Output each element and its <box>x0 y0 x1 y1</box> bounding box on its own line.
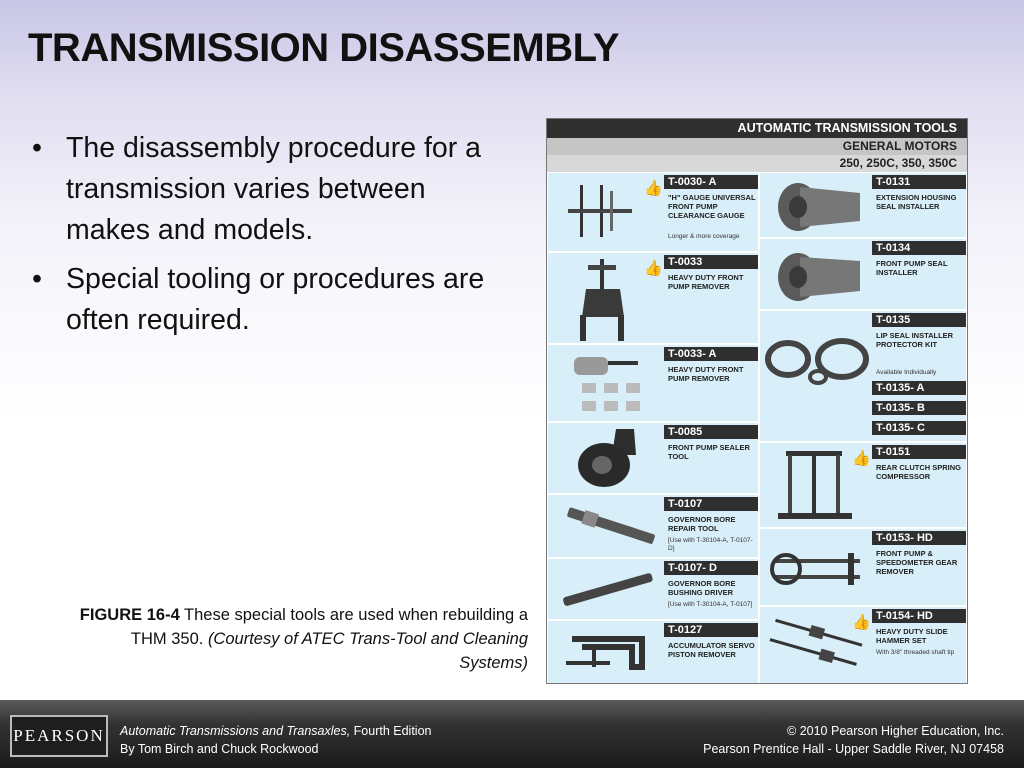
tool-sub-code: T-0135- B <box>872 401 966 415</box>
pump-remover-kit-icon <box>562 349 662 419</box>
tool-description: REAR CLUTCH SPRING COMPRESSOR <box>876 463 962 481</box>
book-edition: Fourth Edition <box>350 724 432 738</box>
tool-description: FRONT PUMP & SPEEDOMETER GEAR REMOVER <box>876 549 958 576</box>
tool-cell <box>547 620 759 684</box>
tool-cell <box>759 172 967 238</box>
tool-code: T-0134 <box>872 241 966 255</box>
tool-cell <box>759 442 967 528</box>
bullet-text: Special tooling or procedures are often required. <box>66 263 485 336</box>
thumbs-up-icon: 👍 <box>644 260 663 277</box>
sealer-tool-icon <box>572 427 652 491</box>
tool-cell <box>547 494 759 558</box>
thumbs-up-icon: 👍 <box>644 180 663 197</box>
bullet-list <box>30 128 500 349</box>
tool-code: T-0153- HD <box>872 531 966 545</box>
tools-chart-make: GENERAL MOTORS <box>547 138 967 155</box>
gear-remover-icon <box>764 535 868 601</box>
tools-chart-image <box>546 118 968 684</box>
publisher-text: Pearson Prentice Hall - Upper Saddle River, NJ 07458 <box>703 742 1004 756</box>
slide-title: TRANSMISSION DISASSEMBLY <box>28 26 620 70</box>
bullet-icon: • <box>32 132 42 164</box>
tool-cell <box>547 422 759 494</box>
tool-cell <box>759 528 967 606</box>
tool-code: T-0135 <box>872 313 966 327</box>
tools-chart-models: 250, 250C, 350, 350C <box>547 155 967 172</box>
bullet-icon: • <box>32 263 42 295</box>
tool-note: [Use with T-30104-A, T-0107-D] <box>668 537 753 552</box>
figure-label: FIGURE 16-4 <box>79 606 180 624</box>
footer-book-line <box>120 722 431 740</box>
thumbs-up-icon: 👍 <box>852 614 871 631</box>
tool-code: T-0107 <box>664 497 758 511</box>
footer-book-info <box>120 722 431 758</box>
tool-code: T-0107- D <box>664 561 758 575</box>
bushing-driver-icon <box>558 565 658 615</box>
tool-note: Available Individually <box>876 369 937 376</box>
tool-cell <box>759 606 967 684</box>
tool-description: HEAVY DUTY SLIDE HAMMER SET <box>876 627 948 645</box>
figure-text: These special tools are used when rebuilding a THM 350. <box>130 606 528 648</box>
thumbs-up-icon: 👍 <box>852 450 871 467</box>
tool-description: HEAVY DUTY FRONT PUMP REMOVER <box>668 365 744 383</box>
book-title: Automatic Transmissions and Transaxles, <box>120 724 351 738</box>
tool-code: T-0030- A <box>664 175 758 189</box>
tool-cell <box>547 344 759 422</box>
figure-caption <box>70 603 528 675</box>
tool-description: ACCUMULATOR SERVO PISTON REMOVER <box>668 641 755 659</box>
figure-courtesy: (Courtesy of ATEC Trans-Tool and Cleaning Systems) <box>207 630 528 672</box>
tool-cell <box>547 172 759 252</box>
tool-description: HEAVY DUTY FRONT PUMP REMOVER <box>668 273 744 291</box>
tool-description: "H" GAUGE UNIVERSAL FRONT PUMP CLEARANCE GAUGE <box>668 193 756 220</box>
governor-bore-tool-icon <box>562 501 662 551</box>
tool-sub-code: T-0135- C <box>872 421 966 435</box>
footer-copyright <box>703 722 1004 758</box>
tool-description: GOVERNOR BORE REPAIR TOOL <box>668 515 736 533</box>
gauge-tool-icon <box>566 181 636 241</box>
tool-code: T-0033 <box>664 255 758 269</box>
tool-code: T-0154- HD <box>872 609 966 623</box>
servo-piston-remover-icon <box>562 625 662 681</box>
tool-code: T-0033- A <box>664 347 758 361</box>
tools-chart-title: AUTOMATIC TRANSMISSION TOOLS <box>547 119 967 138</box>
book-authors: By Tom Birch and Chuck Rockwood <box>120 742 319 756</box>
tool-sub-code: T-0135- A <box>872 381 966 395</box>
tool-code: T-0085 <box>664 425 758 439</box>
tool-description: GOVERNOR BORE BUSHING DRIVER <box>668 579 736 597</box>
tool-code: T-0131 <box>872 175 966 189</box>
protector-kit-icon <box>764 337 874 407</box>
tool-note: Longer & more coverage <box>668 233 740 240</box>
pump-puller-icon <box>568 257 638 343</box>
tool-note: With 3/8" threaded shaft tip <box>876 649 955 656</box>
tool-cell <box>759 238 967 310</box>
slide-hammer-icon <box>766 613 866 679</box>
tool-note: [Use with T-30104-A, T-0107] <box>668 601 753 608</box>
tool-cell <box>547 252 759 344</box>
bullet-item <box>30 259 500 341</box>
spring-compressor-icon <box>770 447 860 525</box>
seal-installer-icon <box>768 177 868 235</box>
tool-description: EXTENSION HOUSING SEAL INSTALLER <box>876 193 957 211</box>
tool-description: FRONT PUMP SEAL INSTALLER <box>876 259 948 277</box>
bullet-item <box>30 128 500 251</box>
pump-seal-installer-icon <box>768 243 868 305</box>
bullet-text: The disassembly procedure for a transmission varies between makes and models. <box>66 132 482 246</box>
tool-cell <box>547 558 759 620</box>
tool-description: FRONT PUMP SEALER TOOL <box>668 443 750 461</box>
footer-bar <box>0 700 1024 768</box>
tool-description: LIP SEAL INSTALLER PROTECTOR KIT <box>876 331 954 349</box>
pearson-logo: PEARSON <box>10 715 108 757</box>
copyright-text: © 2010 Pearson Higher Education, Inc. <box>787 724 1004 738</box>
tool-code: T-0151 <box>872 445 966 459</box>
tool-cell <box>759 310 967 442</box>
tool-code: T-0127 <box>664 623 758 637</box>
